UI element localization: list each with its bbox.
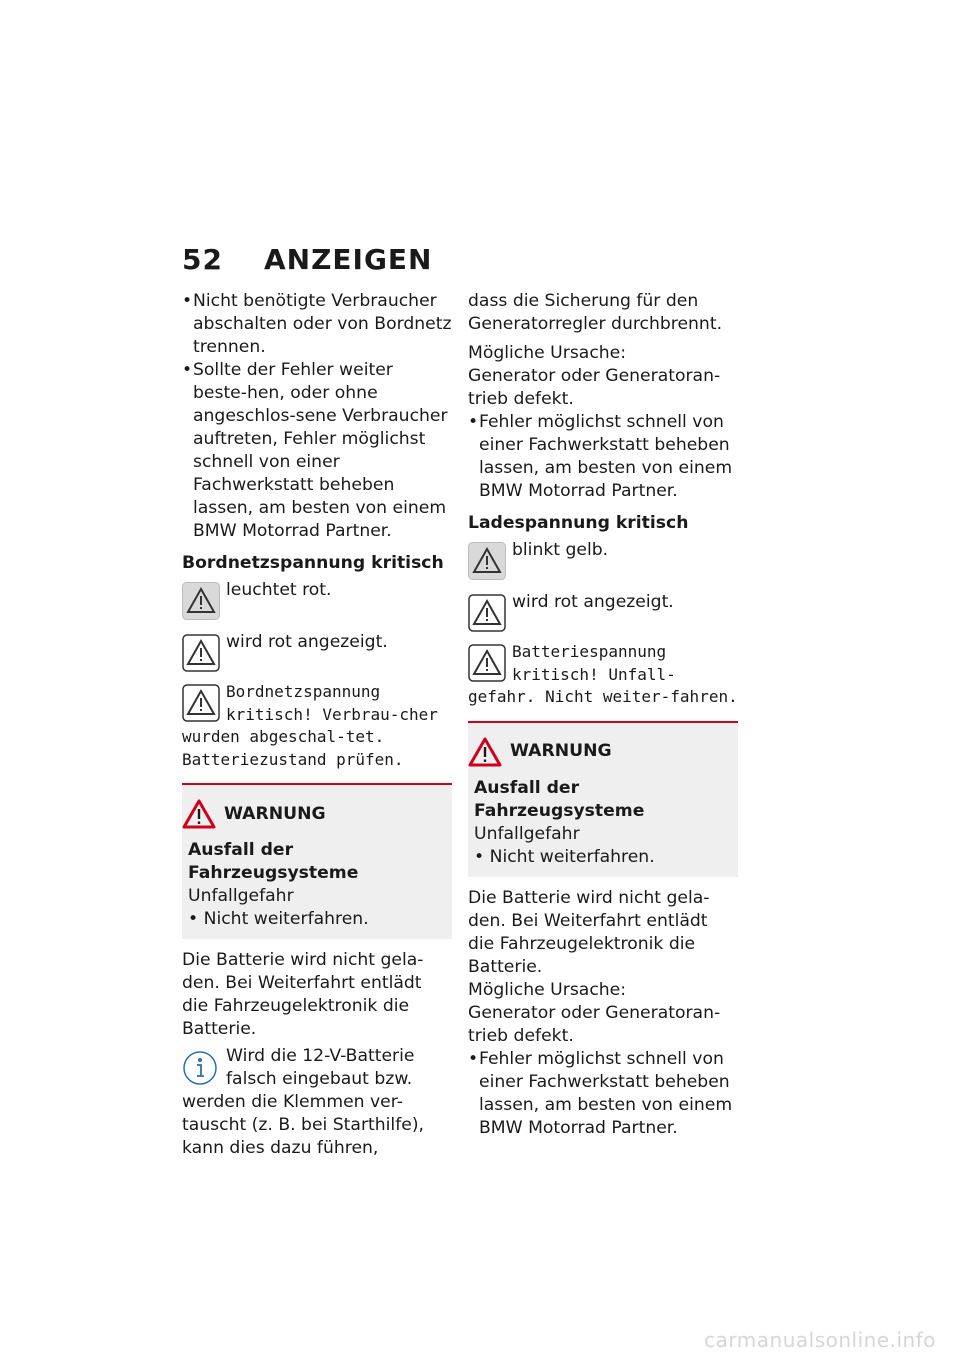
indicator-text: blinkt gelb. (512, 540, 609, 560)
warning-display-icon (468, 594, 506, 632)
cause-label: Mögliche Ursache: (468, 979, 627, 1000)
warning-box (182, 783, 452, 939)
warning-action: • Nicht weiterfahren. (188, 909, 369, 929)
display-message-text: Batteriespannung kritisch! Unfall-gefahr. Nicht weiter-fahren. (468, 642, 738, 706)
info-text: Wird die 12-V-Batterie falsch eingebaut bzw. werden die Klemmen ver-tauscht (z. B. bei Starthilfe), kann dies dazu führen, (182, 1046, 424, 1158)
warning-light-icon (468, 542, 506, 580)
list-item: • Fehler möglichst schnell von einer Fachwerkstatt beheben lassen, am besten von einem BMW Motorrad Partner. (468, 1048, 738, 1140)
indicator-display-row (468, 591, 738, 631)
warning-header (468, 737, 730, 767)
watermark: carmanualsonline.info (704, 1328, 936, 1352)
warning-risk: Unfallgefahr (474, 823, 580, 844)
section-heading: Ladespannung kritisch (468, 513, 689, 533)
warning-box (468, 721, 738, 877)
cause-text: Generator oder Generatoran-trieb defekt. (468, 1002, 721, 1046)
warning-action: • Nicht weiterfahren. (474, 846, 655, 867)
cause-text: Generator oder Generatoran-trieb defekt. (468, 366, 721, 409)
display-message-text: Bordnetzspannung kritisch! Verbrau-cher wurden abgeschal-tet. Batteriezustand prüfen. (182, 682, 438, 769)
warning-triangle-icon (182, 799, 216, 829)
warning-label: WARNUNG (510, 741, 612, 761)
warning-header (182, 799, 444, 829)
indicator-display-row (182, 631, 452, 671)
warning-triangle-icon (468, 737, 502, 767)
warning-display-icon (182, 684, 220, 722)
right-column (468, 290, 738, 1140)
left-column (182, 290, 452, 1160)
warning-display-icon (182, 634, 220, 672)
list-item: • Nicht benötigte Verbraucher abschalten oder von Bordnetz trennen. (182, 290, 452, 359)
body-text: Die Batterie wird nicht gela-den. Bei Weiterfahrt entlädt die Fahrzeugelektronik die Batterie. (468, 887, 710, 977)
display-message (468, 641, 738, 709)
warning-light-icon (182, 582, 220, 620)
warning-label: WARNUNG (224, 803, 326, 824)
warning-title: Ausfall der Fahrzeugsysteme (188, 840, 359, 883)
cause-label: Mögliche Ursache: (468, 343, 627, 363)
display-message (182, 681, 452, 771)
page-title: ANZEIGEN (264, 243, 433, 276)
indicator-light-row (468, 539, 738, 579)
info-note (182, 1045, 452, 1160)
indicator-light-row (182, 579, 452, 619)
info-icon (182, 1050, 218, 1086)
body-text: dass die Sicherung für den Generatorregler durchbrennt. (468, 291, 723, 334)
page-header (182, 243, 433, 276)
warning-display-icon (468, 644, 506, 682)
list-item: • Sollte der Fehler weiter beste-hen, oder ohne angeschlos-sene Verbraucher auftreten, Fehler möglichst schnell von einer Fachwerkstatt beheben lassen, am besten von einem BMW Motorrad Partner. (182, 359, 452, 543)
warning-risk: Unfallgefahr (188, 886, 294, 906)
page-number: 52 (182, 243, 223, 276)
indicator-text: wird rot angezeigt. (226, 632, 388, 652)
body-text: Die Batterie wird nicht gela-den. Bei Weiterfahrt entlädt die Fahrzeugelektronik die Batterie. (182, 950, 424, 1039)
section-heading: Bordnetzspannung kritisch (182, 553, 444, 573)
list-item: • Fehler möglichst schnell von einer Fachwerkstatt beheben lassen, am besten von einem BMW Motorrad Partner. (468, 411, 738, 503)
warning-title: Ausfall der Fahrzeugsysteme (474, 777, 645, 821)
indicator-text: leuchtet rot. (226, 580, 332, 600)
indicator-text: wird rot angezeigt. (512, 592, 674, 612)
